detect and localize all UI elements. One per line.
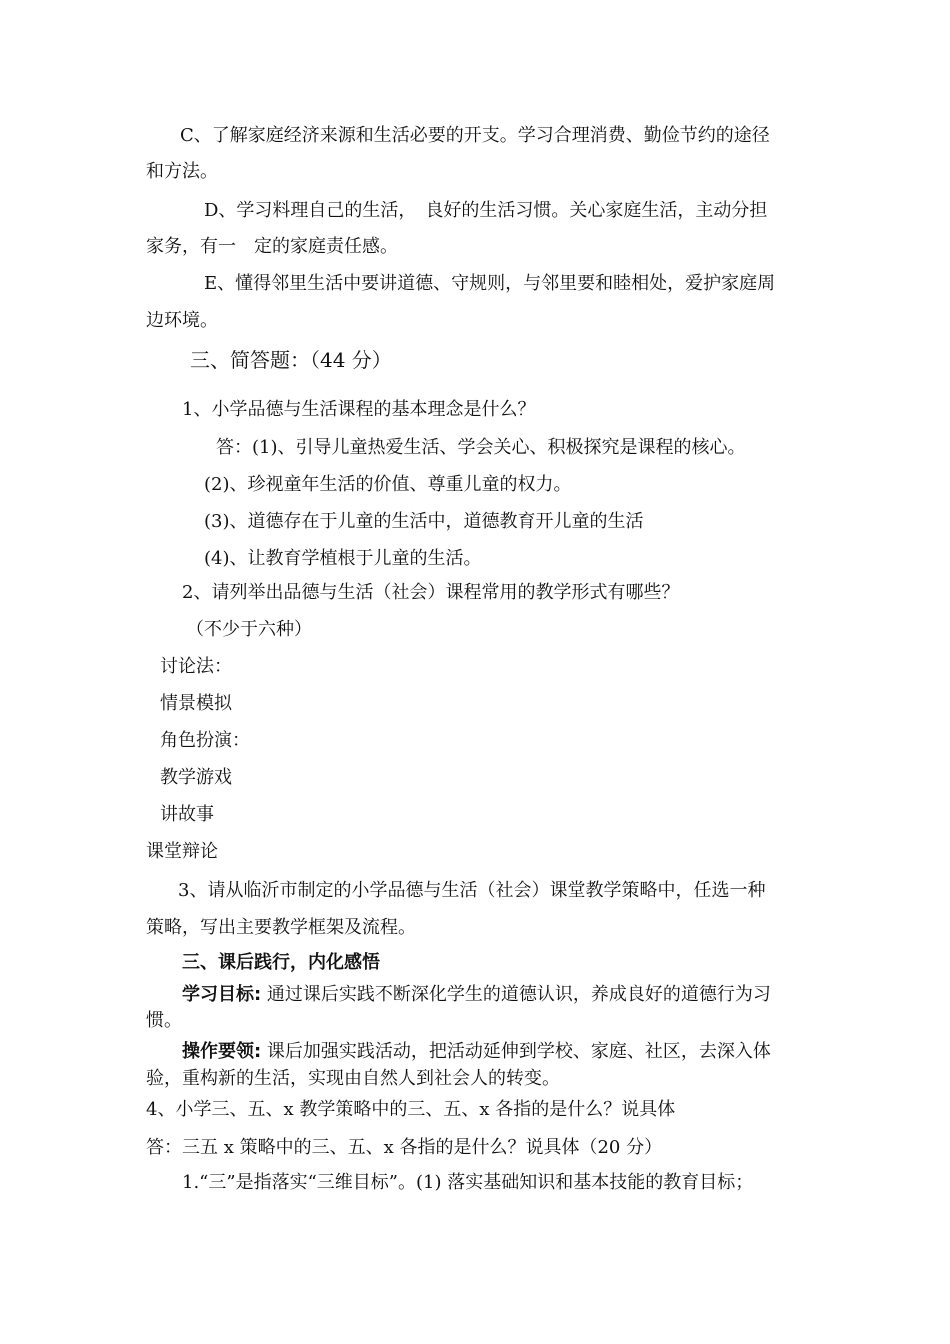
- item-c-line2: 和方法。: [146, 161, 218, 182]
- question-2-note: （不少于六种）: [186, 619, 312, 640]
- answer-1-line4: (4)、让教育学植根于儿童的生活。: [204, 548, 482, 569]
- goal-line1: [182, 983, 771, 1007]
- question-4: 4、小学三、五、x 教学策略中的三、五、x 各指的是什么？说具体: [146, 1099, 676, 1120]
- question-3-line2: 策略，写出主要教学框架及流程。: [146, 917, 416, 938]
- answer-4-heading: 答：三五 x 策略中的三、五、x 各指的是什么？说具体（20 分）: [146, 1137, 663, 1158]
- goal-text: 通过课后实践不断深化学生的道德认识，养成良好的道德行为习: [261, 984, 771, 1005]
- question-1: 1、小学品德与生活课程的基本理念是什么？: [182, 399, 536, 420]
- form-item: 讨论法：: [160, 656, 232, 677]
- answer-1-line1: 答：(1)、引导儿童热爱生活、学会关心、积极探究是课程的核心。: [216, 437, 746, 458]
- item-c-line1: C、了解家庭经济来源和生活必要的开支。学习合理消费、勤俭节约的途径: [180, 125, 770, 146]
- question-3-line1: 3、请从临沂市制定的小学品德与生活（社会）课堂教学策略中，任选一种: [178, 880, 766, 901]
- item-e-line1: E、懂得邻里生活中要讲道德、守规则，与邻里要和睦相处，爱护家庭周: [204, 273, 776, 294]
- goal-label: 学习目标:: [182, 984, 262, 1005]
- form-item: 讲故事: [160, 804, 214, 825]
- answer-1-line3: (3)、道德存在于儿童的生活中，道德教育开儿童的生活: [204, 511, 644, 532]
- operation-line1: [182, 1040, 771, 1064]
- form-item: 角色扮演：: [160, 730, 250, 751]
- subsection-heading: 三、课后践行，内化感悟: [182, 952, 380, 973]
- item-d-line1: D、学习料理自己的生活， 良好的生活习惯。关心家庭生活，主动分担: [204, 200, 768, 221]
- operation-text: 课后加强实践活动，把活动延伸到学校、家庭、社区，去深入体: [261, 1041, 771, 1062]
- operation-label: 操作要领:: [182, 1041, 262, 1062]
- answer-1-line2: (2)、珍视童年生活的价值、尊重儿童的权力。: [204, 474, 572, 495]
- item-d-line2: 家务，有一 定的家庭责任感。: [146, 236, 398, 257]
- goal-line2: 惯。: [146, 1010, 182, 1031]
- item-e-line2: 边环境。: [146, 310, 218, 331]
- answer-4-line1: 1.“三”是指落实“三维目标”。(1) 落实基础知识和基本技能的教育目标；: [182, 1172, 754, 1193]
- form-item: 教学游戏: [160, 767, 232, 788]
- form-item: 课堂辩论: [146, 841, 218, 862]
- question-2: 2、请列举出品德与生活（社会）课程常用的教学形式有哪些？: [182, 582, 680, 603]
- section-heading: 三、简答题：（44 分）: [190, 348, 392, 372]
- form-item: 情景模拟: [160, 693, 232, 714]
- operation-line2: 验，重构新的生活，实现由自然人到社会人的转变。: [146, 1068, 560, 1089]
